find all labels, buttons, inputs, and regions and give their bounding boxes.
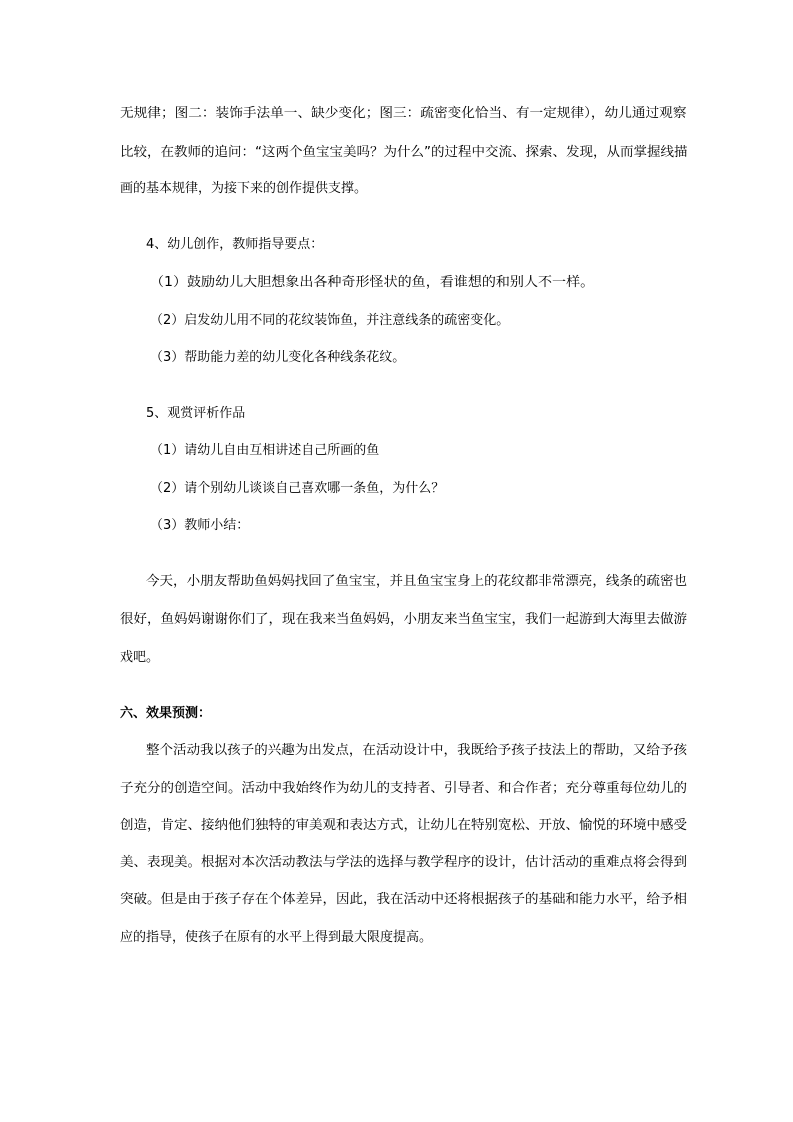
step4-item-1: （1）鼓励幼儿大胆想象出各种奇形怪状的鱼，看谁想的和别人不一样。 — [150, 275, 595, 290]
section6-line-6: 应的指导，使孩子在原有的水平上得到最大限度提高。 — [120, 930, 433, 945]
section6-line-1: 整个活动我以孩子的兴趣为出发点，在活动设计中，我既给予孩子技法上的帮助，又给予孩 — [146, 743, 688, 758]
para1-line-3: 画的基本规律，为接下来的创作提供支撑。 — [120, 181, 368, 196]
step4-item-2: （2）启发幼儿用不同的花纹装饰鱼，并注意线条的疏密变化。 — [150, 313, 510, 328]
step5-heading: 5、观赏评析作品 — [146, 406, 246, 421]
section6-line-3: 创造，肯定、接纳他们独特的审美观和表达方式，让幼儿在特别宽松、开放、愉悦的环境中感受 — [120, 818, 688, 833]
summary-line-2: 很好，鱼妈妈谢谢你们了，现在我来当鱼妈妈，小朋友来当鱼宝宝，我们一起游到大海里去做游 — [120, 612, 688, 627]
step5-item-2: （2）请个别幼儿谈谈自己喜欢哪一条鱼，为什么？ — [150, 481, 445, 496]
section6-line-5: 突破。但是由于孩子存在个体差异，因此，我在活动中还将根据孩子的基础和能力水平，给予相 — [120, 892, 688, 907]
para1-line-2: 比较，在教师的追问：“这两个鱼宝宝美吗？为什么”的过程中交流、探索、发现，从而掌握线描 — [120, 145, 688, 160]
section6-line-2: 子充分的创造空间。活动中我始终作为幼儿的支持者、引导者、和合作者；充分尊重每位幼儿的 — [120, 781, 688, 796]
step5-item-3: （3）教师小结： — [150, 518, 250, 533]
summary-line-1: 今天，小朋友帮助鱼妈妈找回了鱼宝宝，并且鱼宝宝身上的花纹都非常漂亮，线条的疏密也 — [146, 574, 688, 589]
step4-item-3: （3）帮助能力差的幼儿变化各种线条花纹。 — [150, 350, 406, 365]
section6-heading: 六、效果预测： — [120, 706, 212, 721]
step5-item-1: （1）请幼儿自由互相讲述自己所画的鱼 — [150, 443, 380, 458]
summary-line-3: 戏吧。 — [120, 650, 160, 665]
section6-line-4: 美、表现美。根据对本次活动教法与学法的选择与教学程序的设计，估计活动的重难点将会得到 — [120, 855, 688, 870]
step4-heading: 4、幼儿创作，教师指导要点： — [146, 237, 324, 252]
para1-line-1: 无规律；图二：装饰手法单一、缺少变化；图三：疏密变化恰当、有一定规律），幼儿通过观察 — [120, 106, 687, 121]
